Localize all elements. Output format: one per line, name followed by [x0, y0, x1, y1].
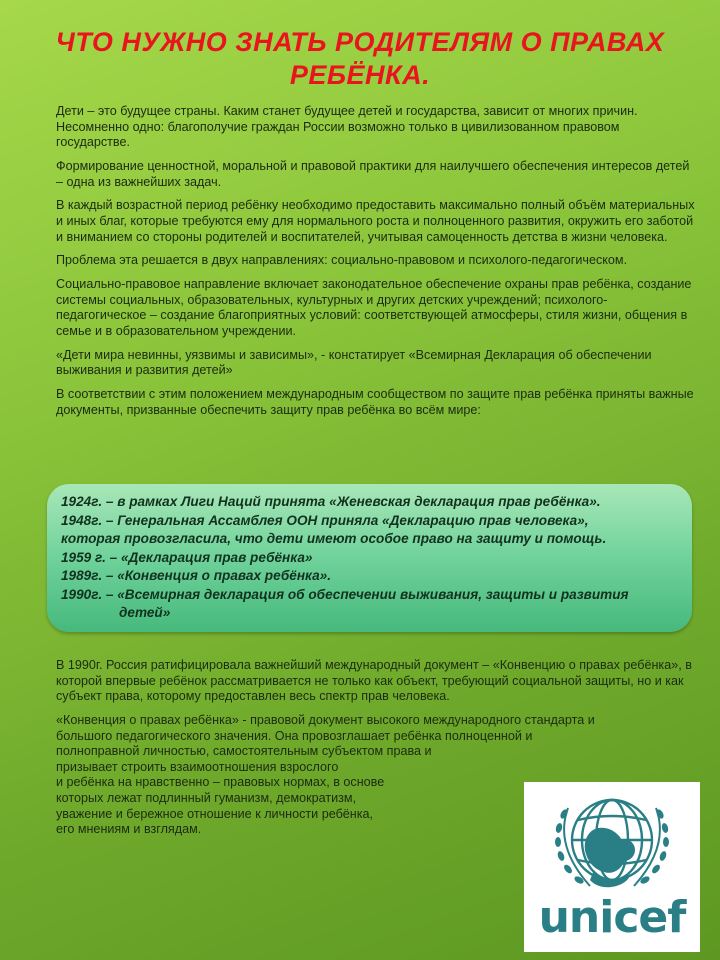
- paragraph: В 1990г. Россия ратифицировала важнейший международный документ – «Конвенцию о правах ребёнка», в которой впервые ребёнок рассматривается не только как объект, требующий социальной защиты, но и как субъект права, которому предоставлен весь спектр прав человека.: [56, 658, 692, 704]
- paragraph: «Дети мира невинны, уязвимы и зависимы», - констатирует «Всемирная Декларация об обеспечении выживания и развития детей»: [56, 347, 652, 378]
- text-line: его мнениям и взглядам.: [56, 822, 202, 837]
- document-item: 1990г. – «Всемирная декларация об обеспечении выживания, защиты и развития: [61, 586, 629, 602]
- text-line: «Конвенция о правах ребёнка» - правовой документ высокого международного стандарта и: [56, 712, 595, 727]
- paragraph: Дети – это будущее страны. Каким станет будущее детей и государства, зависит от многих причин. Несомненно одно: благополучие граждан России возможно только в цивилизованном правовом государстве.: [56, 104, 638, 150]
- document-item: детей»: [119, 605, 171, 620]
- unicef-emblem-icon: [524, 782, 700, 900]
- text-line: и ребёнка на нравственно – правовых нормах, в основе: [56, 775, 385, 790]
- document-item: 1924г. – в рамках Лиги Наций принята «Женевская декларация прав ребёнка».: [61, 494, 601, 509]
- paragraph: Социально-правовое направление включает законодательное обеспечение охраны прав ребёнка, создание системы социальных, образовательных, культурных и других детских учреждений; психолого-педагогическое – создание благоприятных условий: соответствующей атмосферы, стиля жизни, общения в семье и в образовательном учреждении.: [56, 277, 692, 338]
- document-item: которая провозгласила, что дети имеют особое право на защиту и помощь.: [61, 531, 607, 546]
- paragraph: В каждый возрастной период ребёнку необходимо предоставить максимально полный объём материальных и иных благ, которые требуются ему для нормального роста и полноценного развития, окружить его заботой и вниманием со стороны родителей и воспитателей, учитывая самоценность детства в жизни человека.: [56, 198, 695, 244]
- unicef-wordmark: unicef: [538, 892, 686, 943]
- document-item: 1948г. – Генеральная Ассамблея ООН приняла «Декларацию прав человека»,: [61, 512, 589, 528]
- paragraph: Проблема эта решается в двух направлениях: социально-правовом и психолого-педагогическом.: [56, 253, 628, 268]
- document-item: 1989г. – «Конвенция о правах ребёнка».: [61, 568, 331, 583]
- text-line: призывает строить взаимоотношения взрослого: [56, 759, 339, 774]
- text-line: которых лежат подлинный гуманизм, демократизм,: [56, 790, 357, 805]
- text-line: уважение и бережное отношение к личности ребёнка,: [56, 806, 374, 821]
- documents-list: [61, 493, 686, 623]
- unicef-logo: [524, 782, 700, 952]
- documents-callout: [47, 484, 692, 632]
- page-title: ЧТО НУЖНО ЗНАТЬ РОДИТЕЛЯМ О ПРАВАХ РЕБЁНКА.: [55, 27, 665, 90]
- intro-text: [56, 104, 696, 426]
- text-line: полноправной личностью, самостоятельным субъектом права и: [56, 744, 432, 759]
- text-line: большого педагогического значения. Она провозглашает ребёнка полноценной и: [56, 728, 533, 743]
- paragraph: В соответствии с этим положением международным сообществом по защите прав ребёнка приняты важные документы, призванные обеспечить защиту прав ребёнка во всём мире:: [56, 387, 694, 417]
- document-item: 1959 г. – «Декларация прав ребёнка»: [61, 549, 313, 565]
- paragraph: Формирование ценностной, моральной и правовой практики для наилучшего обеспечения интересов детей – одна из важнейших задач.: [56, 158, 690, 189]
